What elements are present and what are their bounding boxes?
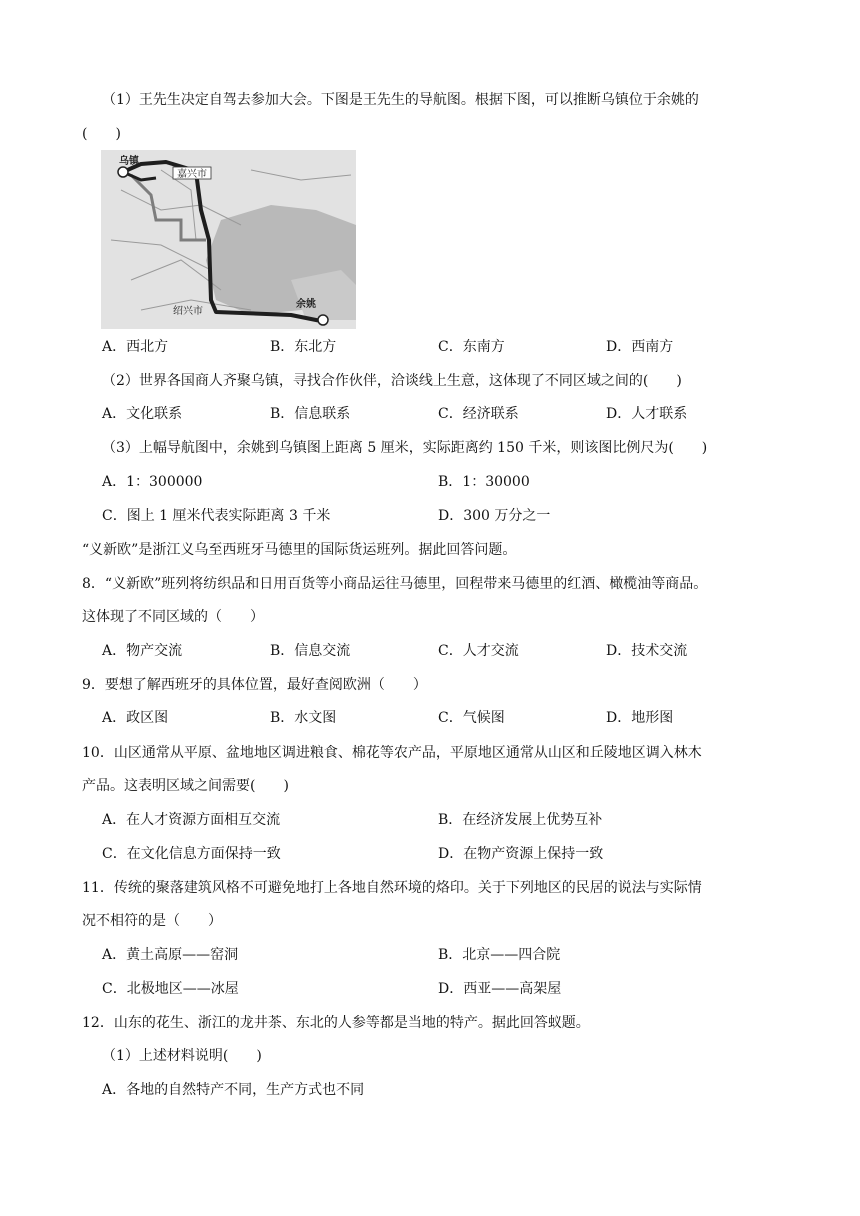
q8-option-a[interactable]: A．物产交流 <box>102 643 183 659</box>
q9-option-d[interactable]: D．地形图 <box>606 710 674 726</box>
q8-stem-line1: 8．“义新欧”班列将纺织品和日用百货等小商品运往马德里，回程带来马德里的红酒、橄榄油等商品。 <box>82 576 708 592</box>
navigation-map <box>101 150 356 329</box>
yxo-intro: “义新欧”是浙江义乌至西班牙马德里的国际货运班列。据此回答问题。 <box>82 542 517 558</box>
q12-sub1-option-a[interactable]: A．各地的自然特产不同，生产方式也不同 <box>102 1082 365 1098</box>
q11-stem-line1: 11．传统的聚落建筑风格不可避免地打上各地自然环境的烙印。关于下列地区的民居的说法与实际情 <box>82 880 702 896</box>
q7-sub1-option-a[interactable]: A．西北方 <box>102 339 169 355</box>
q10-option-d[interactable]: D．在物产资源上保持一致 <box>438 846 604 862</box>
q9-stem: 9．要想了解西班牙的具体位置，最好查阅欧洲（ ） <box>82 677 427 693</box>
q7-sub1-option-b[interactable]: B．东北方 <box>270 339 337 355</box>
q8-option-d[interactable]: D．技术交流 <box>606 643 688 659</box>
q7-sub2-option-a[interactable]: A．文化联系 <box>102 406 183 422</box>
q11-stem-line2: 况不相符的是（ ） <box>82 913 222 929</box>
q7-sub1-option-c[interactable]: C．东南方 <box>438 339 505 355</box>
q11-option-b[interactable]: B．北京——四合院 <box>438 947 561 963</box>
q9-option-b[interactable]: B．水文图 <box>270 710 337 726</box>
q12-sub1-stem: （1）上述材料说明( ) <box>102 1048 262 1064</box>
wuzhen-marker-icon <box>118 167 128 177</box>
q9-option-c[interactable]: C．气候图 <box>438 710 505 726</box>
q7-sub3-option-c[interactable]: C．图上 1 厘米代表实际距离 3 千米 <box>102 508 331 524</box>
q10-stem-line1: 10．山区通常从平原、盆地地区调进粮食、棉花等农产品，平原地区通常从山区和丘陵地区调入林木 <box>82 745 702 761</box>
q11-option-c[interactable]: C．北极地区——冰屋 <box>102 981 239 997</box>
q7-sub3-stem: （3）上幅导航图中，余姚到乌镇图上距离 5 厘米，实际距离约 150 千米，则该图比例尺为( ) <box>102 440 708 456</box>
q12-stem: 12．山东的花生、浙江的龙井茶、东北的人参等都是当地的特产。据此回答蚁题。 <box>82 1015 590 1031</box>
q10-option-b[interactable]: B．在经济发展上优势互补 <box>438 812 603 828</box>
q7-sub1-option-d[interactable]: D．西南方 <box>606 339 674 355</box>
q10-option-c[interactable]: C．在文化信息方面保持一致 <box>102 846 281 862</box>
q7-sub3-option-a[interactable]: A．1：300000 <box>102 474 203 490</box>
q7-sub2-option-b[interactable]: B．信息联系 <box>270 406 351 422</box>
q7-sub2-option-c[interactable]: C．经济联系 <box>438 406 519 422</box>
map-label-wuzhen: 乌镇 <box>119 156 139 167</box>
q8-stem-line2: 这体现了不同区域的（ ） <box>82 609 264 625</box>
q10-stem-line2: 产品。这表明区域之间需要( ) <box>82 778 289 794</box>
q10-option-a[interactable]: A．在人才资源方面相互交流 <box>102 812 281 828</box>
q8-option-c[interactable]: C．人才交流 <box>438 643 519 659</box>
q7-sub3-option-d[interactable]: D．300 万分之一 <box>438 508 551 524</box>
q8-option-b[interactable]: B．信息交流 <box>270 643 351 659</box>
map-label-shaoxing: 绍兴市 <box>173 306 203 317</box>
q7-sub1-bracket: ( ) <box>82 126 121 142</box>
q7-sub2-option-d[interactable]: D．人才联系 <box>606 406 688 422</box>
yuyao-marker-icon <box>318 315 328 325</box>
q7-sub2-stem: （2）世界各国商人齐聚乌镇，寻找合作伙伴，洽谈线上生意，这体现了不同区域之间的( ) <box>102 373 682 389</box>
map-label-yuyao: 余姚 <box>296 299 316 310</box>
q7-sub1-stem: （1）王先生决定自驾去参加大会。下图是王先生的导航图。根据下图，可以推断乌镇位于余姚的 <box>102 92 699 108</box>
q9-option-a[interactable]: A．政区图 <box>102 710 169 726</box>
q11-option-a[interactable]: A．黄土高原——窑洞 <box>102 947 239 963</box>
q11-option-d[interactable]: D．西亚——高架屋 <box>438 981 562 997</box>
q7-sub3-option-b[interactable]: B．1：30000 <box>438 474 530 490</box>
map-label-city-top: 嘉兴市 <box>177 169 207 180</box>
